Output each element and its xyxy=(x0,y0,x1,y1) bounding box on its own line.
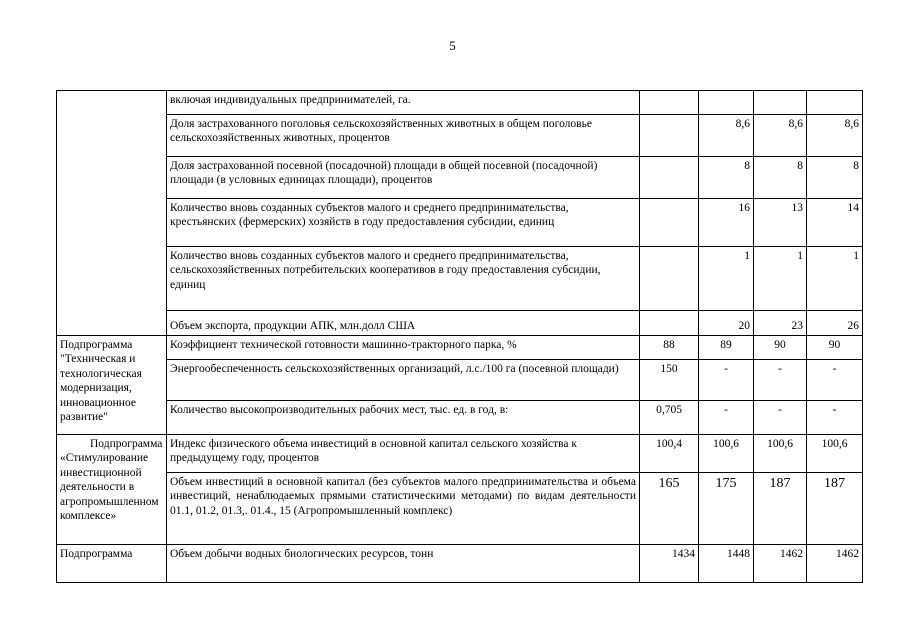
value-cell: 1 xyxy=(699,247,754,311)
value-cell: 13 xyxy=(754,199,807,247)
value-cell: - xyxy=(807,360,863,401)
value-cell: 1462 xyxy=(807,545,863,583)
value-cell: 100,6 xyxy=(699,435,754,473)
value-cell: - xyxy=(754,401,807,435)
value-cell: 89 xyxy=(699,336,754,360)
value-cell: 90 xyxy=(807,336,863,360)
value-cell: 26 xyxy=(807,311,863,336)
value-cell: 1434 xyxy=(640,545,699,583)
table-row xyxy=(57,247,863,311)
value-cell: 100,4 xyxy=(640,435,699,473)
table-row xyxy=(57,401,863,435)
indicator-cell: Индекс физического объема инвестиций в основной капитал сельского хозяйства к предыдущему году, процентов xyxy=(167,435,640,473)
subprogram-cell: Подпрограмма "Техническая и технологическая модернизация, инновационное развитие" xyxy=(57,336,167,435)
table-row xyxy=(57,115,863,157)
value-cell: 20 xyxy=(699,311,754,336)
value-cell xyxy=(807,91,863,115)
indicator-cell: включая индивидуальных предпринимателей, га. xyxy=(167,91,640,115)
table-row xyxy=(57,336,863,360)
indicator-cell: Количество вновь созданных субъектов малого и среднего предпринимательства, крестьянских (фермерских) хозяйств в году предоставления субсидии, единиц xyxy=(167,199,640,247)
value-cell: 175 xyxy=(699,473,754,545)
value-cell: 187 xyxy=(807,473,863,545)
subprogram-cell: Подпрограмма «Стимулирование инвестиционной деятельности в агропромышленном комплексе» xyxy=(57,435,167,545)
indicator-cell: Доля застрахованной посевной (посадочной) площади в общей посевной (посадочной) площади (в условных единицах площади), процентов xyxy=(167,157,640,199)
value-cell: 8,6 xyxy=(807,115,863,157)
page-number: 5 xyxy=(449,38,456,53)
value-cell: 1462 xyxy=(754,545,807,583)
value-cell: 8,6 xyxy=(699,115,754,157)
value-cell: 14 xyxy=(807,199,863,247)
value-cell xyxy=(640,115,699,157)
table-row xyxy=(57,199,863,247)
table-row xyxy=(57,473,863,545)
value-cell: 150 xyxy=(640,360,699,401)
value-cell: 8 xyxy=(754,157,807,199)
value-cell xyxy=(640,91,699,115)
indicator-cell: Количество вновь созданных субъектов малого и среднего предпринимательства, сельскохозяйственных потребительских кооперативов в году предоставления субсидии, единиц xyxy=(167,247,640,311)
value-cell: 0,705 xyxy=(640,401,699,435)
value-cell: 1 xyxy=(754,247,807,311)
table-row xyxy=(57,91,863,115)
value-cell xyxy=(640,247,699,311)
value-cell: 23 xyxy=(754,311,807,336)
value-cell xyxy=(640,157,699,199)
indicator-cell: Энергообеспеченность сельскохозяйственных организаций, л.с./100 га (посевной площади) xyxy=(167,360,640,401)
subprogram-cell: Подпрограмма xyxy=(57,545,167,583)
value-cell: 16 xyxy=(699,199,754,247)
value-cell: 165 xyxy=(640,473,699,545)
value-cell: 8 xyxy=(807,157,863,199)
indicator-cell: Объем инвестиций в основной капитал (без субъектов малого предпринимательства и объема инвестиций, ненаблюдаемых прямыми статистическими методами) по видам деятельности 01.1, 01.2, 01.3,. 01.4., 15 (Агропромышленный комплекс) xyxy=(167,473,640,545)
value-cell: 8,6 xyxy=(754,115,807,157)
value-cell: 90 xyxy=(754,336,807,360)
table-row xyxy=(57,545,863,583)
value-cell: - xyxy=(754,360,807,401)
subprogram-cell xyxy=(57,91,167,336)
value-cell: 1448 xyxy=(699,545,754,583)
value-cell: - xyxy=(807,401,863,435)
value-cell xyxy=(754,91,807,115)
table-row xyxy=(57,360,863,401)
value-cell: - xyxy=(699,401,754,435)
value-cell: - xyxy=(699,360,754,401)
table-row xyxy=(57,435,863,473)
value-cell: 88 xyxy=(640,336,699,360)
value-cell: 187 xyxy=(754,473,807,545)
indicator-cell: Количество высокопроизводительных рабочих мест, тыс. ед. в год, в: xyxy=(167,401,640,435)
indicator-cell: Объем экспорта, продукции АПК, млн.долл США xyxy=(167,311,640,336)
value-cell: 1 xyxy=(807,247,863,311)
indicators-table xyxy=(56,90,863,583)
value-cell xyxy=(640,311,699,336)
table-row xyxy=(57,311,863,336)
value-cell xyxy=(699,91,754,115)
indicator-cell: Коэффициент технической готовности машинно-тракторного парка, % xyxy=(167,336,640,360)
indicator-cell: Объем добычи водных биологических ресурсов, тонн xyxy=(167,545,640,583)
indicator-cell: Доля застрахованного поголовья сельскохозяйственных животных в общем поголовье сельскохозяйственных животных, процентов xyxy=(167,115,640,157)
value-cell xyxy=(640,199,699,247)
value-cell: 8 xyxy=(699,157,754,199)
value-cell: 100,6 xyxy=(807,435,863,473)
table-row xyxy=(57,157,863,199)
value-cell: 100,6 xyxy=(754,435,807,473)
